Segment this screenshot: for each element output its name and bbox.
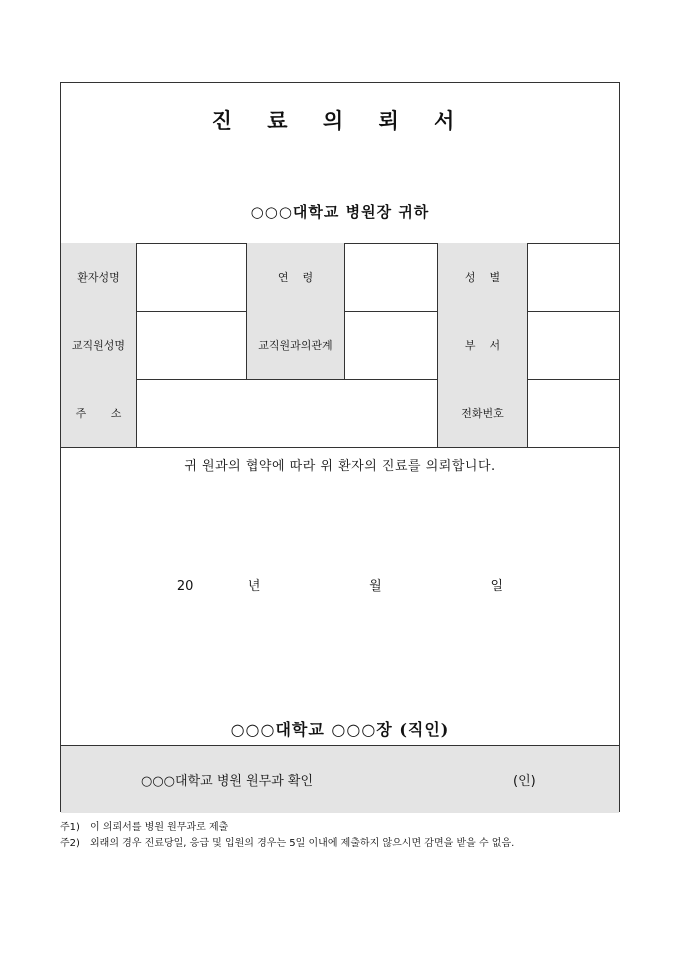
footnotes (60, 820, 625, 852)
confirmation-seal: (인) (513, 774, 536, 789)
patient-name-field[interactable] (137, 243, 247, 311)
gender-field[interactable] (528, 243, 619, 311)
footnote-text: 외래의 경우 진료당일, 응급 및 입원의 경우는 5일 이내에 제출하지 않으시면 감면을 받을 수 없음. (90, 838, 515, 849)
footnote-number: 주2) (60, 838, 80, 849)
hospital-confirmation-box (61, 745, 619, 813)
footnote (60, 836, 625, 852)
confirmation-text: ○○○대학교 병원 원무과 확인 (141, 774, 314, 789)
footnote (60, 820, 625, 836)
gender-label: 성 별 (438, 243, 528, 311)
addressee: ○○○대학교 병원장 귀하 (250, 203, 430, 221)
staff-relation-label: 교직원과의관계 (247, 311, 345, 379)
divider (61, 447, 619, 448)
phone-field[interactable] (528, 379, 619, 447)
department-label: 부 서 (438, 311, 528, 379)
age-label: 연 령 (247, 243, 345, 311)
referral-form (60, 82, 620, 812)
staff-name-field[interactable] (137, 311, 247, 379)
footnote-text: 이 의뢰서를 병원 원무과로 제출 (90, 822, 229, 833)
phone-label: 전화번호 (438, 379, 528, 447)
department-field[interactable] (528, 311, 619, 379)
address-field[interactable] (137, 379, 438, 447)
footnote-number: 주1) (60, 822, 80, 833)
signature-line: ○○○대학교 ○○○장 (직인) (230, 720, 450, 739)
staff-name-label: 교직원성명 (61, 311, 137, 379)
address-label: 주 소 (61, 379, 137, 447)
staff-relation-field[interactable] (345, 311, 438, 379)
form-title: 진 료 의 뢰 서 (211, 108, 469, 133)
date-line[interactable]: 20 년 월 일 (176, 579, 504, 594)
patient-name-label: 환자성명 (61, 243, 137, 311)
age-field[interactable] (345, 243, 438, 311)
referral-statement: 귀 원과의 협약에 따라 위 환자의 진료를 의뢰합니다. (184, 459, 496, 474)
